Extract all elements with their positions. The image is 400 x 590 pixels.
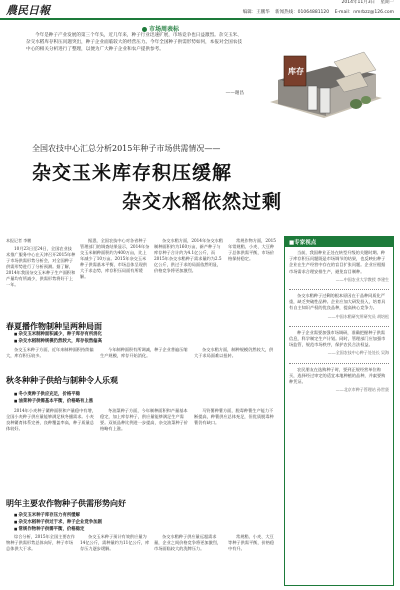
masthead [0,0,400,20]
sidebar-paragraph: 杂交水稻种子过剩的根本原因在于品种同质化严重，缺乏突破性品种。企业应加大研发投入，培育具有自主知识产权的优良品种，提高核心竞争力。 [289,293,386,311]
article-paragraph: 冬油菜种子方面，今年制种面积和产量基本稳定，加上库存种子，供应量能够满足生产需要。双低品种比例进一步提高，杂交油菜种子价格略有上涨。 [100,408,188,431]
article-paragraph: 常规作物方面，2015年常规稻、小麦、大豆种子总体供需平衡，市场价格保持稳定。 [228,238,276,261]
article-paragraph: 杂交水稻方面，制种规模仍然较大，供大于求局面难以扭转。 [194,347,274,358]
newspaper-logo: 農民日報 [6,4,50,17]
email-link[interactable]: E-mail：nmrbzz@126.com [334,10,394,15]
sidebar-body [285,247,393,402]
article-column [80,238,150,308]
divider [289,326,389,327]
warehouse-sign: 库存 [288,66,304,76]
article-column [6,408,96,493]
sidebar-attribution: ——全国农技中心种子处处长 吴海 [327,350,389,356]
article-column [228,238,276,308]
editor-text: 编辑：王鹏华 [242,10,270,15]
divider [289,289,389,290]
article-paragraph: 综合分析，2015年全国主要农作物种子供需形势总体向好，种子市场总体供大于求。 [6,534,75,551]
article-column [100,347,190,373]
sidebar-paragraph: 当前，我国种业正处在转型升级的关键时期。种子库存积压问题既是市场调节的结果，也反映出种子企业在生产经营中存在的盲目扩张问题。企业应根据市场需求合理安排生产，避免盲目制种。 [289,250,386,274]
divider [289,363,389,364]
phone-text: 新闻热线：01064881120 [275,10,330,15]
sidebar-header: ■专家视点 [285,237,393,247]
intro-text: 今年是种子产业发展的第三个年头，近几年来，种子行业迅速扩展，市场竞争也日益激烈。杂交玉米、杂交水稻库存积压问题突出，种子企业面临较大的经营压力。今年全国种子供需形势如何，本报对全国农技中心的相关分析进行了整理，以便为广大种子企业和农户提供参考。 [26,33,242,53]
main-title-line1: 杂交玉米库存积压缓解 [32,162,233,184]
intro-box [26,32,244,100]
article-column [154,534,224,586]
bullet-point: ■ 油菜种子供需基本平衡，价格略有上涨 [14,398,93,404]
article-column [6,238,76,308]
headline-kicker: 全国农技中心汇总分析2015年种子市场供需情况—— [32,144,221,153]
article-column [194,408,274,493]
sidebar-attribution: ——中国农业大学教授 李建生 [335,276,389,282]
article-paragraph: 据悉，全国农技中心对各省种子管理部门的调查结果显示，2014年杂交玉米制种面积约为400万亩，比上年减少了10万亩。2015年杂交玉米种子供需基本平衡，市场总体呈现供大于求态势，库存积压局面有所缓解。 [80,238,150,279]
article-paragraph: 马铃薯种薯方面，脱毒种薯生产能力不断提高，种薯供应总体充足，但优质脱毒种薯仍有缺口。 [194,408,274,425]
article-paragraph: 2014年小麦种子繁种面积和产量稳中有增，全国小麦种子供应量能够满足秋冬播需求。小麦良种繁育体系完善，良种覆盖率高，种子质量总体较好。 [6,408,96,431]
expert-sidebar [284,236,394,586]
article-paragraph: 10月23日至24日，全国农业技术推广服务中心在天津召开2015年种子市场供需形势分析会，对全国种子供需形势进行了分析预测。据了解，2014年我国杂交玉米种子生产面积和产量均有所减少，供需形势将好于上一年。 [6,246,76,287]
subheading: 春夏播作物制种呈两种局面 [6,321,102,331]
intro-author: ——谢昌 [225,91,244,96]
header-info [239,9,394,15]
article-column [100,408,190,493]
bullet-point: ■ 杂交玉米种子库存压力有所缓解 [14,512,80,518]
page-date [338,0,394,5]
article-column [6,534,76,586]
bullet-point: ■ 常规作物种子供需平衡，价格稳定 [14,526,84,532]
subheading: 秋冬种种子供给与制种令人乐观 [6,375,118,385]
article-paragraph: 常规稻、小麦、大豆等种子供需平衡，价格稳中有升。 [228,534,275,551]
article-paragraph: 今年制种面积有所调减，种子企业普遍压缩生产规模，库存开始消化。 [100,347,188,358]
sidebar-paragraph: 农民朋友在选购种子时，要到正规经营单位购买，选择经过审定的适宜本地种植的品种，并索要购种凭证。 [289,366,386,385]
article-paragraph: 杂交玉米种子方面，近年来制种面积持续偏大，库存积压较多。 [6,347,94,358]
article-byline: 本报记者 李鹏 [6,238,32,243]
article-paragraph: 杂交玉米种子预计有效供应量为14亿公斤，需种量约为11亿公斤，库存压力逐步缓解。 [80,534,150,551]
article-column [194,347,274,373]
article-column [154,238,224,308]
warehouse-illustration [264,40,386,120]
main-title-line2: 杂交水稻依然过剩 [122,191,283,213]
bullet-point: ■ 杂交玉米制种面积减少，种子库存有所消化 [14,331,102,337]
article-column [80,534,150,586]
sidebar-attribution: ——北京市种子管理站 孙世贤 [335,387,389,393]
bullet-point: ■ 杂交水稻制种规模仍然较大，库存依然偏高 [14,338,102,344]
section-label-text: 市场周表标 [149,26,180,33]
date-text: 2014年11月3日 [341,0,376,5]
article-paragraph: 杂交水稻种子供应量远超需求量，企业之间价格竞争将更加激烈，市场面临较大的洗牌压力。 [154,534,222,551]
subheading: 明年主要农作物种子供需形势向好 [6,498,126,508]
bullet-point: ■ 杂交水稻种子供过于求，种子企业竞争加剧 [14,519,102,525]
article-column [228,534,276,586]
article-paragraph: 杂交水稻方面，2014年杂交水稻制种面积约为160万亩，新产种子与库存种子合计约为4.1亿公斤，而2015年杂交水稻种子需求量约为2.5亿公斤，供过于求的局面依然明显，价格竞争将更加激烈。 [154,238,223,273]
article-column [6,347,96,373]
sidebar-paragraph: 种子企业需要加强市场调研，准确把握种子供需信息，科学制定生产计划。同时，管理部门应加强市场监管，规范市场秩序，保护农民合法权益。 [289,329,386,348]
weekday-text: 星期一 [380,0,394,5]
sidebar-attribution: ——中国水稻研究所研究员 胡培松 [327,313,389,319]
bullet-point: ■ 冬小麦种子供应充足，价格平稳 [14,391,80,397]
